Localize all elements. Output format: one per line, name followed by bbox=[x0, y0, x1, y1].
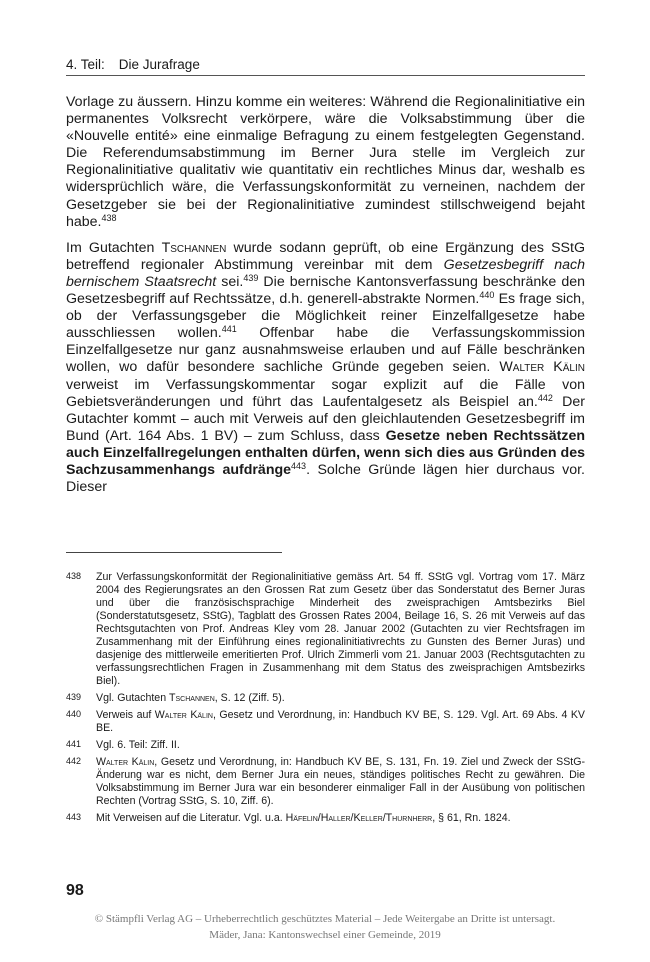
copyright-notice bbox=[0, 911, 650, 943]
paragraph-2-text: . Solche Gründe lägen hier durchaus vor. Dieser bbox=[66, 461, 585, 496]
footnote-ref-443[interactable]: 443 bbox=[291, 460, 307, 471]
footnote-number: 439 bbox=[66, 692, 82, 702]
paragraph-2-text: verweist im Verfassungskommentar sogar explizit auf die Fälle von Gebietsveränderungen und führt das Laufentalgesetz als Beispiel an. bbox=[66, 376, 585, 410]
footnote-number: 441 bbox=[66, 739, 82, 749]
footnote-text: Vgl. 6. Teil: Ziff. II. bbox=[96, 739, 180, 751]
footnote-ref-438[interactable]: 438 bbox=[101, 212, 117, 223]
footnote-text bbox=[96, 812, 585, 825]
footnote-text bbox=[96, 709, 585, 735]
author-name: Tschannen bbox=[161, 239, 227, 256]
footnote-ref-439[interactable]: 439 bbox=[243, 272, 259, 283]
footnote-text bbox=[96, 692, 585, 705]
paragraph-2-text: Es frage sich, ob der Verfassungsgeber die Möglichkeit reiner Einzelfallgesetze habe ausschliessen wollen. bbox=[66, 291, 585, 342]
footnote-number: 440 bbox=[66, 709, 82, 719]
paragraph-2-text: Die bernische Kantonsverfassung beschränke den Gesetzesbegriff auf Rechtssätze, d.h. generell-abstrakte Normen. bbox=[66, 273, 585, 308]
footnote-text-part: , § 61, Rn. 1824. bbox=[432, 812, 511, 824]
paragraph-2-text: Im Gutachten bbox=[66, 239, 162, 256]
footnotes bbox=[66, 571, 585, 829]
footnote-text-part: Vgl. Gutachten bbox=[96, 692, 170, 704]
footnote-number: 438 bbox=[66, 571, 82, 581]
copyright-line-2: Mäder, Jana: Kantonswechsel einer Gemeinde, 2019 bbox=[209, 929, 441, 941]
paragraph-2-text: wurde sodann geprüft, ob eine Ergänzung des SStG betreffend regionaler Abstimmung vereinbar mit dem bbox=[66, 239, 585, 273]
paragraph-2-text: Offenbar habe die Verfassungskommission Einzelfallgesetze nur ganz ausnahmsweise erlauben und auf Fälle beschränken wollen, wo dafür besondere sachliche Gründe gegeben seien. bbox=[66, 325, 585, 376]
footnote-442 bbox=[66, 756, 585, 808]
author-name: Walter Kälin bbox=[499, 359, 585, 376]
footnote-text-part: Mit Verweisen auf die Literatur. Vgl. u.a. bbox=[96, 812, 286, 824]
running-head-part: 4. Teil: bbox=[66, 57, 105, 72]
footnote-441 bbox=[66, 739, 585, 752]
author-name: Tschannen bbox=[169, 692, 215, 704]
footnote-text-part: , S. 12 (Ziff. 5). bbox=[214, 692, 285, 704]
footnote-ref-440[interactable]: 440 bbox=[479, 290, 495, 301]
footnote-text-part: , Gesetz und Verordnung, in: Handbuch KV BE, S. 131, Fn. 19. Ziel und Zweck der SStG-Änderung war es nicht, dem Berner Jura ein neues, ständiges politisches Recht zu gewähren. Die Volksabstimmung im Berner Jura war ein besonderer einmaliger Fall in der Ausübung von politischen Rechten (Vortrag SStG, S. 10, Ziff. 6). bbox=[96, 756, 585, 807]
paragraph-1 bbox=[66, 94, 585, 231]
author-names: Häfelin/Haller/Keller/Thurnherr bbox=[285, 812, 433, 824]
paragraph-2-text: sei. bbox=[216, 273, 244, 290]
footnote-ref-442[interactable]: 442 bbox=[537, 392, 553, 403]
copyright-line-1: © Stämpfli Verlag AG – Urheberrechtlich geschütztes Material – Jede Weitergabe an Dritte ist untersagt. bbox=[94, 913, 556, 925]
paragraph-2 bbox=[66, 240, 585, 496]
footnote-number: 443 bbox=[66, 812, 82, 822]
footnote-number: 442 bbox=[66, 756, 82, 766]
footnote-440 bbox=[66, 709, 585, 735]
footnote-text: Zur Verfassungskonformität der Regionalinitiative gemäss Art. 54 ff. SStG vgl. Vortrag vom 17. März 2004 des Regierungsrates an den Grossen Rat zum Gesetz über das Sonderstatut des Berner Juras und über die französischsprachige Minderheit des zweisprachigen Amtsbezirks Biel (Sonderstatutsgesetz, SStG), Tagblatt des Grossen Rates 2004, Beilage 16, S. 26 mit Verweis auf das Rechtsgutachten von Prof. Andreas Kley vom 28. Januar 2002 (Gutachten zu vier Rechtsfragen im Zusammenhang mit der Einführung eines regionalinitiativrechts zu Gunsten des Berner Juras) und dasjenige des mittlerweile emeritierten Prof. Ulrich Zimmerli vom 21. Januar 2003 (Rechtsgutachten zu verfassungsrechtlichen Fragen in Zusammenhang mit dem Status des zweisprachigen Amtsbezirks Biel). bbox=[96, 571, 585, 687]
running-head bbox=[66, 57, 585, 76]
author-name: Walter Kälin bbox=[154, 709, 213, 721]
bold-text: Gesetze neben Rechtssätzen auch Einzelfallregelungen enthalten dürfen, wenn sich dies aus Gründen des Sachzusammenhangs aufdränge bbox=[66, 427, 586, 478]
footnote-443 bbox=[66, 812, 585, 825]
footnote-text bbox=[96, 756, 585, 808]
paragraph-1-text: Vorlage zu äussern. Hinzu komme ein weiteres: Während die Regionalinitiative ein permanentes Volksrecht verkörpere, wäre die Volksabstimmung über die «Nouvelle entité» eine einmalige Befragung zu einem festgelegten Gegenstand. Die Referendumsabstimmung im Berner Jura stelle im Vergleich zur Regionalinitiative qualitativ wie quantitativ ein rechtliches Minus dar, weshalb es widersprüchlich wäre, die Verfassungskonformität zu verneinen, nachdem der Gesetzgeber sie bei der Regionalinitiative zumindest stillschweigend bejaht habe. bbox=[66, 94, 585, 230]
emphasis-text: Gesetzesbegriff nach bernischem Staatsrecht bbox=[66, 256, 585, 290]
page-number: 98 bbox=[66, 882, 84, 899]
footnote-text-part: , Gesetz und Verordnung, in: Handbuch KV BE, S. 129. Vgl. Art. 69 Abs. 4 KV BE. bbox=[96, 709, 585, 734]
footnote-ref-441[interactable]: 441 bbox=[221, 324, 237, 335]
footnote-divider bbox=[66, 552, 282, 553]
footnote-439 bbox=[66, 692, 585, 705]
footnote-438 bbox=[66, 571, 585, 688]
author-name: Walter Kälin bbox=[96, 756, 155, 768]
main-text bbox=[66, 94, 585, 505]
paragraph-2-text: Der Gutachter kommt – auch mit Verweis auf den gleichlautenden Gesetzesbegriff im Bund (Art. 164 Abs. 1 BV) – zum Schluss, dass bbox=[66, 393, 585, 444]
footnote-text-part: Verweis auf bbox=[96, 709, 155, 721]
running-head-title: Die Jurafrage bbox=[118, 57, 200, 72]
